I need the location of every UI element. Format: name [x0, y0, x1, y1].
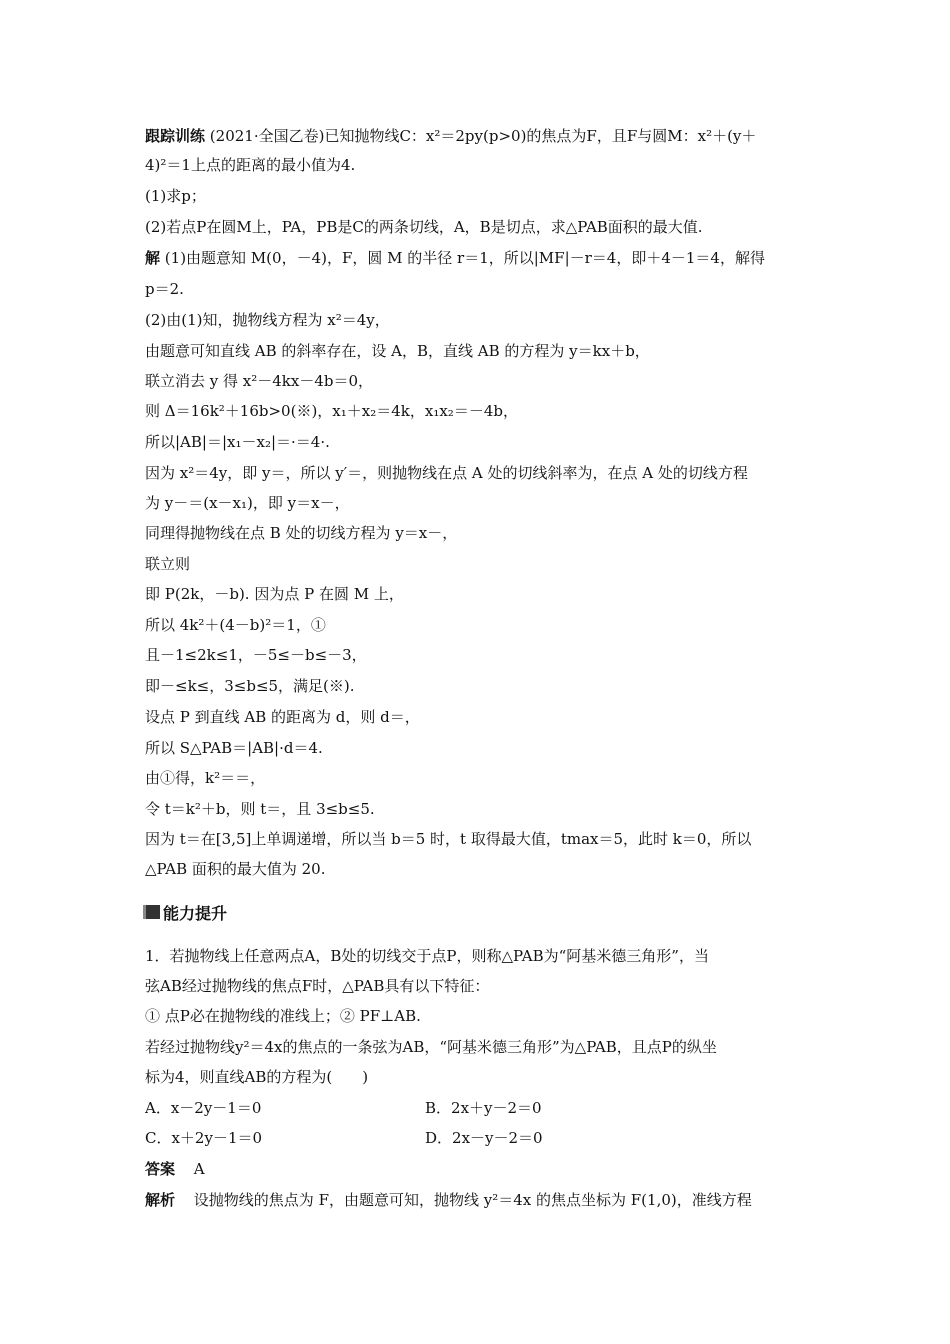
text-line: 即 P(2k，－b). 因为点 P 在圆 M 上， [145, 585, 404, 603]
problem-line: 弦AB经过抛物线的焦点F时，△PAB具有以下特征： [145, 977, 490, 995]
option-a: A．x－2y－1＝0 [145, 1099, 262, 1117]
section-marker-icon [143, 905, 160, 919]
text-line: 联立则 [145, 555, 191, 573]
text-line: 即－≤k≤，3≤b≤5，满足(※). [145, 677, 355, 695]
options-row-2 [145, 1127, 795, 1149]
text-line: (1)求p； [145, 187, 206, 205]
training-line-1 [145, 125, 756, 147]
text-line: 所以 S△PAB＝|AB|·d＝4. [145, 739, 323, 757]
text-line: 由①得，k²＝＝， [145, 769, 266, 787]
text-line: 则 Δ＝16k²＋16b>0(※)，x₁＋x₂＝4k，x₁x₂＝－4b， [145, 402, 518, 420]
solution-label: 解 [145, 249, 161, 267]
text-line: 因为 x²＝4y，即 y＝，所以 y′＝，则抛物线在点 A 处的切线斜率为，在点 A 处的切线方程 [145, 464, 748, 482]
section-title: 能力提升 [163, 903, 228, 923]
text-line: (2021·全国乙卷)已知抛物线C：x²＝2py(p>0)的焦点为F，且F与圆M：x²＋(y＋ [209, 127, 757, 145]
training-label: 跟踪训练 [145, 127, 206, 145]
option-b: B．2x＋y－2＝0 [425, 1099, 542, 1117]
text-line: △PAB 面积的最大值为 20. [145, 860, 326, 878]
answer-value: A [193, 1160, 205, 1178]
text-line: p＝2. [145, 280, 184, 298]
text-line: (2)由(1)知，抛物线方程为 x²＝4y， [145, 311, 390, 329]
text-line: (1)由题意知 M(0，－4)，F，圆 M 的半径 r＝1，所以|MF|－r＝4，即＋4－1＝4，解得 [164, 249, 765, 267]
text-line: 联立消去 y 得 x²－4kx－4b＝0， [145, 372, 374, 390]
text-line: 且－1≤2k≤1，－5≤－b≤－3， [145, 646, 367, 664]
text-line: (2)若点P在圆M上，PA，PB是C的两条切线，A，B是切点，求△PAB面积的最大值. [145, 218, 703, 236]
options-row-1 [145, 1097, 795, 1119]
answer-label: 答案 [145, 1160, 176, 1178]
problem-line: 1．若抛物线上任意两点A，B处的切线交于点P，则称△PAB为“阿基米德三角形”，当 [145, 947, 709, 965]
answer-line [145, 1158, 205, 1180]
text-line: 设点 P 到直线 AB 的距离为 d，则 d＝， [145, 708, 420, 726]
text-line: 因为 t＝在[3,5]上单调递增，所以当 b＝5 时，t 取得最大值，tmax＝5，此时 k＝0，所以 [145, 830, 752, 848]
problem-line: ① 点P必在抛物线的准线上；② PF⊥AB. [145, 1007, 421, 1025]
text-line: 同理得抛物线在点 B 处的切线方程为 y＝x－， [145, 524, 458, 542]
option-c: C．x＋2y－1＝0 [145, 1129, 263, 1147]
text-line: 令 t＝k²＋b，则 t＝，且 3≤b≤5. [145, 800, 375, 818]
option-d: D．2x－y－2＝0 [425, 1129, 543, 1147]
text-line: 所以|AB|＝|x₁－x₂|＝·＝4·. [145, 433, 330, 451]
analysis-text: 设抛物线的焦点为 F，由题意可知，抛物线 y²＝4x 的焦点坐标为 F(1,0)，准线方程 [193, 1191, 752, 1209]
analysis-line [145, 1189, 752, 1211]
problem-line: 若经过抛物线y²＝4x的焦点的一条弦为AB，“阿基米德三角形”为△PAB，且点P的纵坐 [145, 1038, 717, 1056]
text-line: 为 y－＝(x－x₁)，即 y＝x－， [145, 494, 350, 512]
solution-line-1 [145, 247, 765, 269]
analysis-label: 解析 [145, 1191, 176, 1209]
text-line: 4)²＝1上点的距离的最小值为4. [145, 156, 356, 174]
text-line: 所以 4k²＋(4－b)²＝1，① [145, 616, 326, 634]
problem-line: 标为4，则直线AB的方程为( ) [145, 1068, 369, 1086]
text-line: 由题意可知直线 AB 的斜率存在，设 A，B，直线 AB 的方程为 y＝kx＋b， [145, 342, 650, 360]
section-header [143, 900, 227, 924]
